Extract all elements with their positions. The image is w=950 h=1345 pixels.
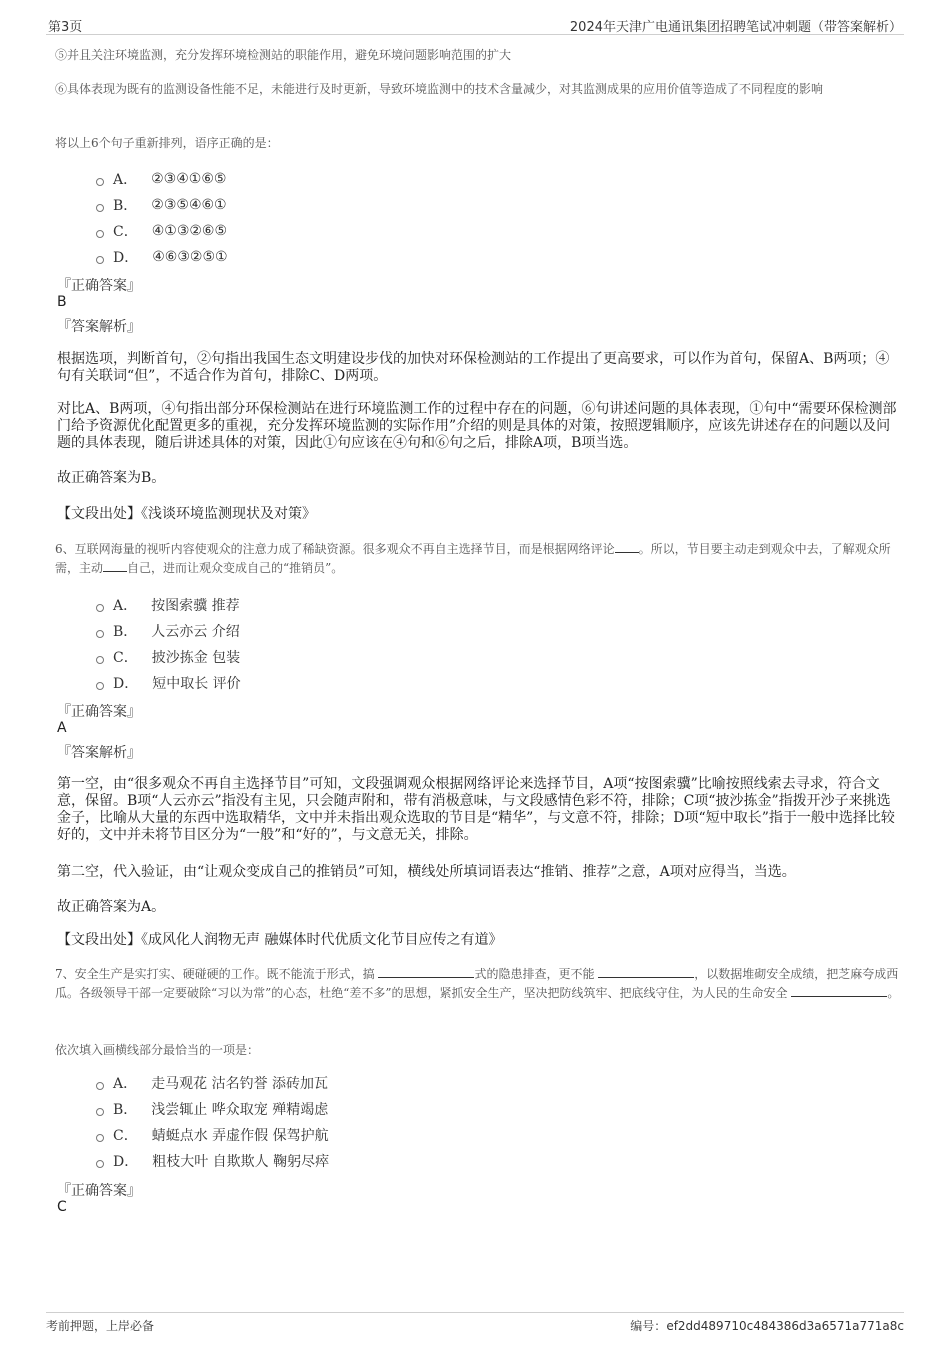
q5-analysis-p3: 故正确答案为B。 [57,470,166,486]
radio-icon[interactable] [96,682,104,690]
page-header [46,14,904,35]
q7-option-c[interactable]: C． 蜻蜓点水 弄虚作假 保驾护航 [96,1122,329,1148]
blank-line [791,984,887,997]
q6-options [96,592,241,696]
q6-source: 【文段出处】《成风化人润物无声 融媒体时代优质文化节目应传之有道》 [57,932,503,948]
radio-icon[interactable] [96,1082,104,1090]
q5-source: 【文段出处】《浅谈环境监测现状及对策》 [57,506,316,522]
q7-prompt: 依次填入画横线部分最恰当的一项是： [55,1043,260,1057]
q7-option-a[interactable]: A． 走马观花 沽名钓誉 添砖加瓦 [96,1070,329,1096]
radio-icon[interactable] [96,1160,104,1168]
radio-icon[interactable] [96,656,104,664]
q6-analysis-p1: 第一空，由“很多观众不再自主选择节目”可知，文段强调观众根据网络评论来选择节目，A项“按图索骥”比喻按照线索去寻求，符合文意，保留。B项“人云亦云”指没有主见，只会随声附和，带有消极意味，与文段感情色彩不符，排除；C项“披沙拣金”指拨开沙子来挑选金子，比喻从大量的东西中选取精华，文中并未指出观众选取的节目是“精华”，与文意不符，排除；D项“短中取长”指于一般中选择比较好的，文中并未将节目区分为“一般”和“好的”，与文意无关，排除。 [57,776,895,843]
q6-analysis-p2: 第二空，代入验证，由“让观众变成自己的推销员”可知，横线处所填词语表达“推销、推荐”之意，A项对应得当，当选。 [57,864,796,880]
q6-stem: 6、互联网海量的视听内容使观众的注意力成了稀缺资源。很多观众不再自主选择节目，而是根据网络评论 。所以，节目要主动走到观众中去，了解观众所需，主动 自己，进而让观众变成自己的“推销员”。 [55,542,891,575]
sentence-5: ⑤并且关注环境监测，充分发挥环境检测站的职能作用，避免环境问题影响范围的扩大 [55,48,512,62]
q6-answer: A [57,720,67,736]
q6-analysis-p3: 故正确答案为A。 [57,899,166,915]
q5-options [96,166,228,270]
q5-analysis-p2: 对比A、B两项，④句指出部分环保检测站在进行环境监测工作的过程中存在的问题，⑥句讲述问题的具体表现，①句中“需要环保检测部门给予资源优化配置更多的重视，充分发挥环境监测的实际作用”介绍的则是具体的对策，按照逻辑顺序，应该先讲述存在的问题以及问题的具体表现，随后讲述具体的对策，因此①句应该在④句和⑥句之后，排除A项，B项当选。 [57,401,897,451]
q5-option-c[interactable]: C． ④①③②⑥⑤ [96,218,228,244]
radio-icon[interactable] [96,1134,104,1142]
radio-icon[interactable] [96,178,104,186]
q6-option-d[interactable]: D． 短中取长 评价 [96,670,241,696]
q7-answer-label: 『正确答案』 [57,1183,141,1199]
radio-icon[interactable] [96,630,104,638]
blank-line [103,559,127,572]
q5-answer: B [57,294,67,310]
blank-line [615,540,639,553]
radio-icon[interactable] [96,604,104,612]
q5-option-a[interactable]: A． ②③④①⑥⑤ [96,166,228,192]
q7-options [96,1070,329,1174]
q6-option-a[interactable]: A． 按图索骥 推荐 [96,592,241,618]
q5-analysis-p1: 根据选项，判断首句，②句指出我国生态文明建设步伐的加快对环保检测站的工作提出了更高要求，可以作为首句，保留A、B两项；④句有关联词“但”，不适合作为首句，排除C、D两项。 [57,351,890,384]
document-title: 2024年天津广电通讯集团招聘笔试冲刺题（带答案解析） [569,20,902,35]
q7-answer: C [57,1199,67,1215]
q7-option-b[interactable]: B． 浅尝辄止 哗众取宠 殚精竭虑 [96,1096,329,1122]
q6-option-b[interactable]: B． 人云亦云 介绍 [96,618,241,644]
blank-line [598,965,694,978]
page-footer [46,1312,904,1337]
page-number: 第3页 [48,20,83,35]
document-code: 编号：ef2dd489710c484386d3a6571a771a8c [630,1319,904,1333]
blank-line [378,965,474,978]
sentence-6: ⑥具体表现为既有的监测设备性能不足，未能进行及时更新，导致环境监测中的技术含量减少，对其监测成果的应用价值等造成了不同程度的影响 [55,82,824,96]
q7-option-d[interactable]: D． 粗枝大叶 自欺欺人 鞠躬尽瘁 [96,1148,329,1174]
question-prompt: 将以上6个句子重新排列，语序正确的是： [55,136,279,150]
q6-option-c[interactable]: C． 披沙拣金 包装 [96,644,241,670]
radio-icon[interactable] [96,204,104,212]
q5-option-d[interactable]: D． ④⑥③②⑤① [96,244,228,270]
q6-analysis-label: 『答案解析』 [57,745,141,761]
q5-option-b[interactable]: B． ②③⑤④⑥① [96,192,228,218]
q5-analysis-label: 『答案解析』 [57,319,141,335]
q7-stem: 7、安全生产是实打实、硬碰硬的工作。既不能流于形式，搞 式的隐患排查，更不能 ，以数据堆砌安全成绩，把芝麻夸成西瓜。各级领导干部一定要破除“习以为常”的心态，杜绝“差不多”的思想，紧抓安全生产，坚决把防线筑牢、把底线守住，为人民的生命安全 。 [55,967,900,1000]
radio-icon[interactable] [96,1108,104,1116]
q5-answer-label: 『正确答案』 [57,278,141,294]
q6-answer-label: 『正确答案』 [57,704,141,720]
footer-slogan: 考前押题，上岸必备 [46,1319,155,1333]
radio-icon[interactable] [96,256,104,264]
radio-icon[interactable] [96,230,104,238]
